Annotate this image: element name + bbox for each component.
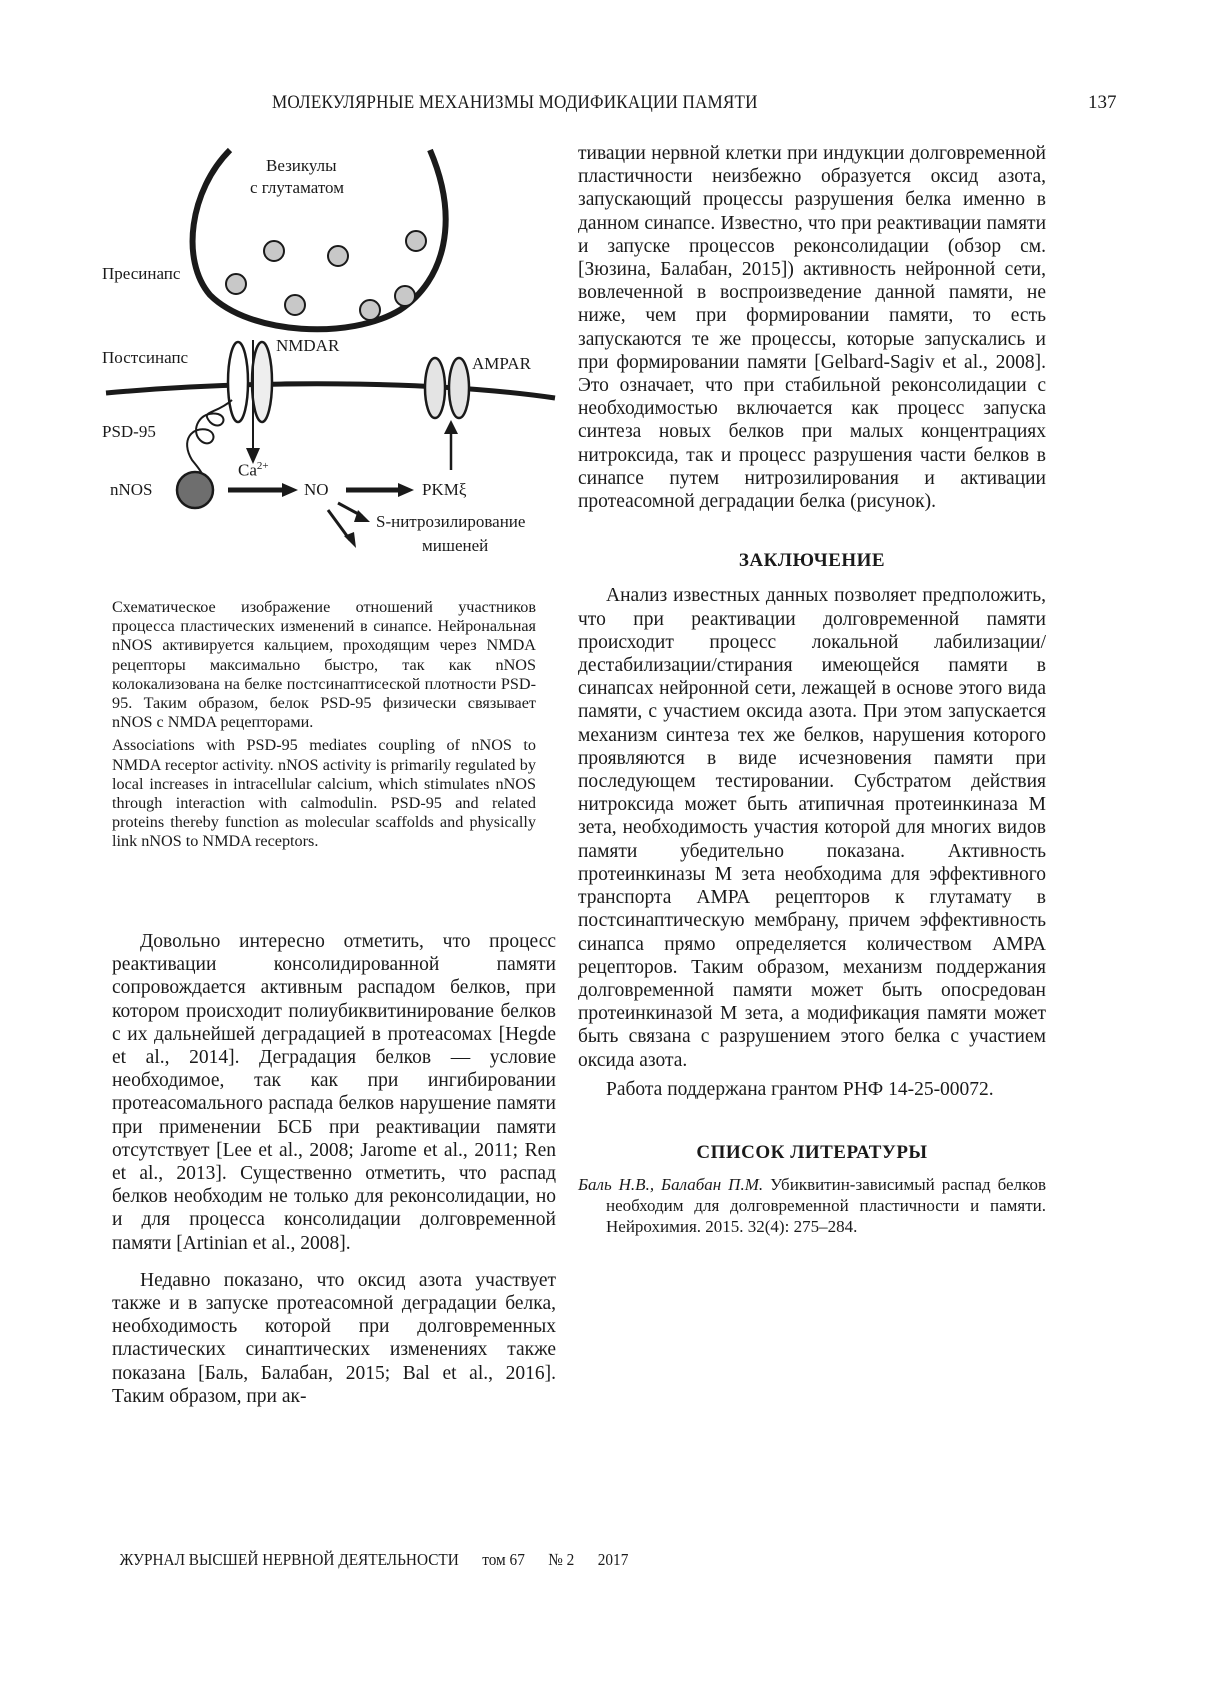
body-paragraph: Недавно показано, что оксид азота участвует также и в запуске протеасомной деградации белка, необходимость которой при долговременных пластических синаптических изменениях также показана [Баль, Балабан, 2015; Bal et al., 2016]. Таким образом, при ак-	[112, 1269, 556, 1407]
conclusion-paragraph: Анализ известных данных позволяет предположить, что при реактивации долговременной памяти происходит процесс локальной лабилизации/дестабилизации/стирания имеющейся памяти в синапсах нейронной сети, лежащей в основе этого вида памяти, с участием оксида азота. При этом запускается механизм синтеза тех же белков, нарушения которого проявляются в виде исчезновения памяти при последующем тестировании. Субстратом действия нитроксида может быть атипичная протеинкиназа М зета, необходимость участия которой для многих видов памяти убедительно показана. Активность протеинкиназы М зета необходима для эффективного транспорта АМРА рецепторов к глутамату в постсинаптическую мембрану, причем эффективность синапса прямо определяется количеством АМРА рецепторов. Таким образом, механизм поддержания долговременной памяти может быть опосредован протеинкиназой М зета, а модификация памяти может быть связана с разрушением этого белка с участием оксида азота.	[578, 585, 1046, 1071]
body-paragraph-continuation: тивации нервной клетки при индукции долговременной пластичности неизбежно образуется оксид азота, запускающий процессы разрушения белка именно в данном синапсе. Известно, что при реактивации памяти и запуске процессов реконсолидации (обзор см. [Зюзина, Балабан, 2015]) активность нейронной сети, вовлеченной в воспроизведение данной памяти, не ниже, чем при формировании памяти, то есть запускаются те же процессы, которые запускались и при формировании памяти [Gelbard-Sagiv et al., 2008]. Это означает, что при стабильной реконсолидации с необходимостью включается как процесс запуска синтеза новых белков при малых концентрациях нитроксида, так и процесс разрушения части белков в синапсе путем нитрозилирования и активации протеасомной деградации белка (рисунок).	[578, 143, 1046, 513]
right-column	[578, 142, 1046, 1237]
s-nitrosylation-label: S-нитрозилирование	[376, 512, 526, 531]
page-footer	[112, 1530, 652, 1570]
vesicles-label-2: с глутаматом	[250, 178, 344, 197]
presynapse-label: Пресинапс	[102, 264, 181, 283]
caption-russian: Схематическое изображение отношений участников процесса пластических изменений в синапсе. Нейрональная nNOS активируется кальцием, проходящим через NMDA рецепторы максимально быстро, так как nNOS колокализована на белке постсинаптисеской плотности PSD-95. Таким образом, белок PSD-95 физически связывает nNOS с NMDA рецепторами.	[112, 598, 536, 732]
targets-label: мишеней	[422, 536, 489, 555]
reference-text: Убиквитин-зависимый распад белков необходим для долговременной пластичности и памяти. Нейрохимия. 2015. 32(4): 275–284.	[606, 1175, 1047, 1237]
vesicles-label: Везикулы	[266, 156, 337, 175]
conclusion-heading: ЗАКЛЮЧЕНИЕ	[738, 550, 886, 572]
references-heading: СПИСОК ЛИТЕРАТУРЫ	[696, 1141, 928, 1163]
ampar-label: AMPAR	[472, 354, 531, 373]
journal-volume: том 67	[482, 1550, 525, 1569]
funding-note: Работа поддержана грантом РНФ 14-25-00072.	[606, 1078, 994, 1100]
calcium-label: $Ca^{2+}$	[238, 460, 269, 480]
body-paragraph: Довольно интересно отметить, что процесс реактивации консолидированной памяти сопровождается активным распадом белков, при котором происходит полиубиквитинирование белков с их дальнейшей деградацией в протеасомах [Hegde et al., 2014]. Деградация белков — условие необходимое, так как при ингибировании протеасомального распада белков нарушение памяти при применении БСБ при реактивации памяти отсутствует [Lee et al., 2008; Jarome et al., 2011; Ren et al., 2013]. Существенно отметить, что распад белков необходим не только для реконсолидации, но и для процесса консолидации долговременной памяти [Artinian et al., 2008].	[112, 931, 556, 1254]
left-column	[112, 930, 556, 1408]
page-number: 137	[1088, 92, 1117, 113]
running-title: МОЛЕКУЛЯРНЫЕ МЕХАНИЗМЫ МОДИФИКАЦИИ ПАМЯТИ	[272, 92, 758, 113]
pkm-zeta-label: PKMξ	[422, 480, 467, 499]
figure-caption	[112, 598, 536, 856]
nnos-label: nNOS	[110, 480, 153, 499]
caption-english: Associations with PSD-95 mediates coupling of nNOS to NMDA receptor activity. nNOS activity is primarily regulated by local increases in intracellular calcium, which stimulates nNOS through interaction with calmodulin. PSD-95 and related proteins thereby function as molecular scaffolds and physically link nNOS to NMDA receptors.	[112, 736, 536, 851]
synapse-diagram	[100, 130, 560, 570]
psd95-label: PSD-95	[102, 422, 156, 441]
no-label: NO	[304, 480, 329, 499]
journal-issue: № 2	[548, 1550, 575, 1569]
reference-item	[578, 1174, 1046, 1237]
nmdar-label: NMDAR	[276, 336, 340, 355]
journal-year: 2017	[597, 1550, 629, 1569]
journal-name: ЖУРНАЛ ВЫСШЕЙ НЕРВНОЙ ДЕЯТЕЛЬНОСТИ	[119, 1550, 459, 1569]
postsynapse-label: Постсинапс	[102, 348, 189, 367]
reference-authors: Баль Н.В., Балабан П.М.	[578, 1175, 764, 1195]
